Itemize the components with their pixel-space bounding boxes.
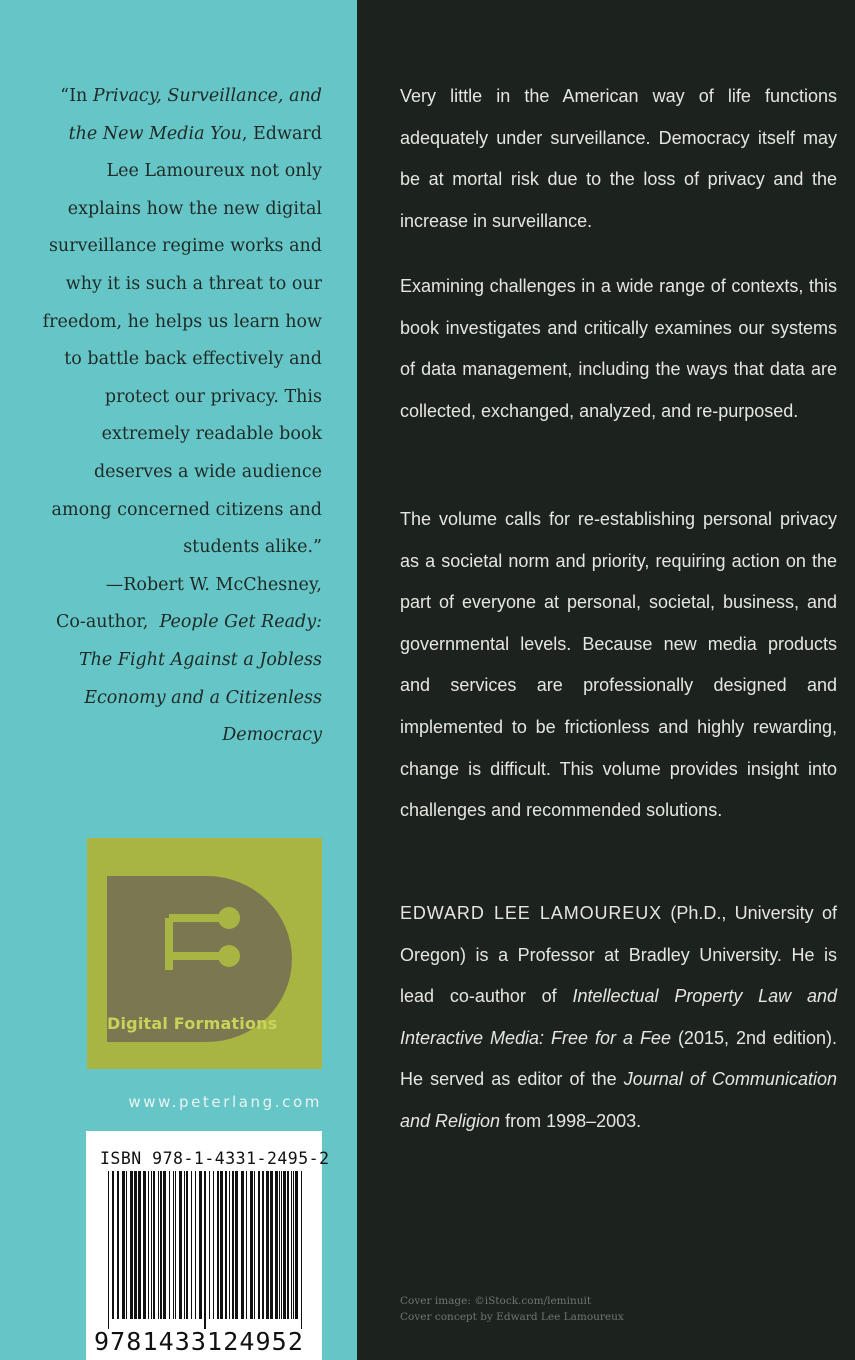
description-paragraph-1: Very little in the American way of life functions adequately under surveillance. Democracy itself may be at mortal risk due to the loss of privacy and the increase in surveillance. bbox=[400, 86, 837, 231]
author-journal-title: Journal of Communication and Religion bbox=[400, 1069, 837, 1131]
quote-book-title-part2: and the New Media You bbox=[68, 86, 322, 144]
endorsement-quote bbox=[40, 78, 322, 755]
publisher-website: www.peterlang.com bbox=[128, 1093, 322, 1111]
series-name: Digital Formations bbox=[107, 1014, 278, 1033]
barcode-digits: 9781433124952 bbox=[94, 1327, 304, 1356]
author-bio bbox=[400, 893, 837, 1143]
description-paragraph-3: The volume calls for re-establishing personal privacy as a societal norm and priority, requiring action on the part of everyone at personal, societal, business, and governmental levels. Because new media products and services are professionally designed and implemented to be frictionless and highly rewarding, change is difficult. This volume provides insight into challenges and recommended solutions. bbox=[400, 509, 837, 821]
cover-image-credit: Cover image: ©iStock.com/leminuit bbox=[400, 1295, 592, 1307]
author-name: EDWARD LEE LAMOUREUX bbox=[400, 903, 663, 923]
quote-open: “In bbox=[60, 86, 93, 106]
digital-formations-logo-icon bbox=[87, 838, 322, 1069]
author-book-title: Intellectual Property Law and Interactive Media: Free for a Fee bbox=[400, 986, 838, 1048]
barcode-icon bbox=[98, 1171, 310, 1329]
quote-body: , Edward Lee Lamoureux not only explains how the new digital surveillance regime works and why it is such a threat to our freedom, he helps us learn how to battle back effectively and protect our privacy. This extremely readable book deserves a wide audience among concerned citizens and students alike.” bbox=[42, 123, 322, 558]
cover-concept-credit: Cover concept by Edward Lee Lamoureux bbox=[400, 1311, 624, 1323]
cover-credits bbox=[400, 1293, 800, 1325]
author-bio-text-2: (2015, 2nd edition). He served as editor of the bbox=[400, 1027, 837, 1090]
isbn-barcode bbox=[86, 1131, 330, 1360]
quote-attribution: —Robert W. McChesney, bbox=[105, 574, 322, 595]
author-bio-text-3: from 1998–2003. bbox=[500, 1110, 642, 1131]
description-paragraph-2: Examining challenges in a wide range of contexts, this book investigates and critically examines our systems of data management, including the ways that data are collected, exchanged, analyzed, and re-purposed. bbox=[400, 276, 837, 421]
quote-coauthor-label: Co-author, bbox=[55, 612, 149, 633]
author-bio-text-1: (Ph.D., University of Oregon) is a Professor at Bradley University. He is lead co-author of bbox=[400, 903, 838, 1007]
quote-coauthor-book: People Get Ready: The Fight Against a Jobless Economy and a Citizenless Democracy bbox=[78, 612, 322, 746]
isbn-label: ISBN 978-1-4331-2495-2 bbox=[100, 1149, 330, 1168]
series-logo bbox=[87, 838, 322, 1069]
quote-book-title-part1: Privacy, Surveillance, bbox=[92, 86, 284, 106]
